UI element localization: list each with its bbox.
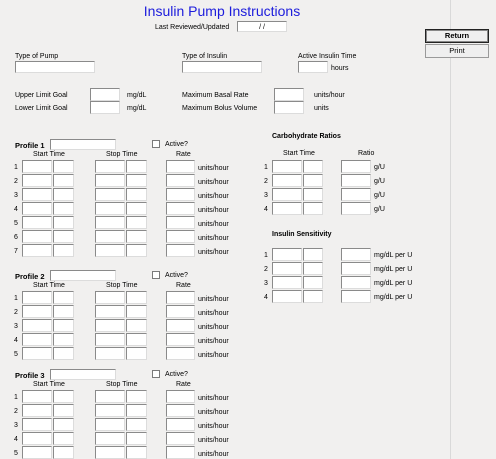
carb-ratios-title: Carbohydrate Ratios (272, 133, 341, 140)
start-time-header: Start Time (33, 151, 65, 158)
stop-minute-field[interactable] (126, 244, 147, 257)
start-time-header: Start Time (33, 282, 65, 289)
carb-ratio-header: Ratio (358, 150, 375, 157)
start-hour-field[interactable] (22, 216, 52, 229)
lower-limit-goal-unit: mg/dL (127, 105, 147, 112)
ratio-field[interactable] (341, 202, 371, 215)
rate-field[interactable] (166, 216, 195, 229)
row-number: 2 (14, 178, 18, 185)
rate-unit: units/hour (198, 423, 229, 430)
rate-field[interactable] (166, 291, 195, 304)
upper-limit-goal-label: Upper Limit Goal (15, 92, 68, 99)
row-number: 1 (14, 295, 18, 302)
row-number: 4 (14, 436, 18, 443)
max-bolus-volume-field[interactable] (274, 101, 304, 114)
stop-hour-field[interactable] (95, 291, 125, 304)
rate-unit: units/hour (198, 207, 229, 214)
stop-minute-field[interactable] (126, 432, 147, 445)
start-minute-field[interactable] (303, 276, 323, 289)
start-minute-field[interactable] (53, 347, 74, 360)
profile-active-label: Active? (165, 141, 188, 148)
start-hour-field[interactable] (22, 347, 52, 360)
start-hour-field[interactable] (22, 446, 52, 459)
rate-field[interactable] (166, 404, 195, 417)
max-basal-rate-unit: units/hour (314, 92, 345, 99)
start-hour-field[interactable] (272, 188, 302, 201)
stop-minute-field[interactable] (126, 390, 147, 403)
stop-minute-field[interactable] (126, 291, 147, 304)
sensitivity-field[interactable] (341, 262, 371, 275)
stop-hour-field[interactable] (95, 202, 125, 215)
start-hour-field[interactable] (272, 202, 302, 215)
ratio-unit: g/U (374, 178, 385, 185)
row-number: 2 (264, 266, 268, 273)
row-number: 4 (264, 206, 268, 213)
last-reviewed-label: Last Reviewed/Updated (155, 24, 230, 31)
row-number: 4 (14, 337, 18, 344)
start-hour-field[interactable] (22, 291, 52, 304)
start-hour-field[interactable] (22, 432, 52, 445)
sensitivity-field[interactable] (341, 290, 371, 303)
stop-minute-field[interactable] (126, 404, 147, 417)
carb-start-time-header: Start Time (283, 150, 315, 157)
ratio-unit: g/U (374, 164, 385, 171)
lower-limit-goal-label: Lower Limit Goal (15, 105, 68, 112)
start-minute-field[interactable] (303, 248, 323, 261)
start-minute-field[interactable] (303, 290, 323, 303)
max-bolus-volume-unit: units (314, 105, 329, 112)
rate-unit: units/hour (198, 395, 229, 402)
start-minute-field[interactable] (53, 319, 74, 332)
start-minute-field[interactable] (303, 188, 323, 201)
row-number: 2 (14, 309, 18, 316)
window-divider (450, 0, 451, 459)
profile-name-field[interactable] (50, 369, 116, 380)
start-minute-field[interactable] (303, 160, 323, 173)
rate-unit: units/hour (198, 193, 229, 200)
profile-active-label: Active? (165, 371, 188, 378)
row-number: 4 (14, 206, 18, 213)
ratio-unit: g/U (374, 192, 385, 199)
start-minute-field[interactable] (303, 202, 323, 215)
active-insulin-time-label: Active Insulin Time (298, 53, 357, 60)
row-number: 3 (264, 280, 268, 287)
start-hour-field[interactable] (22, 319, 52, 332)
stop-hour-field[interactable] (95, 418, 125, 431)
ratio-field[interactable] (341, 160, 371, 173)
row-number: 5 (14, 351, 18, 358)
start-minute-field[interactable] (53, 432, 74, 445)
stop-hour-field[interactable] (95, 446, 125, 459)
row-number: 1 (14, 394, 18, 401)
stop-minute-field[interactable] (126, 174, 147, 187)
stop-minute-field[interactable] (126, 160, 147, 173)
rate-unit: units/hour (198, 324, 229, 331)
stop-hour-field[interactable] (95, 404, 125, 417)
stop-hour-field[interactable] (95, 230, 125, 243)
rate-field[interactable] (166, 202, 195, 215)
start-hour-field[interactable] (22, 188, 52, 201)
start-minute-field[interactable] (53, 244, 74, 257)
start-minute-field[interactable] (53, 418, 74, 431)
rate-field[interactable] (166, 305, 195, 318)
page-title: Insulin Pump Instructions (143, 3, 301, 19)
return-button[interactable]: Return (425, 29, 489, 43)
profile-active-checkbox[interactable] (152, 370, 160, 378)
row-number: 7 (14, 248, 18, 255)
row-number: 2 (264, 178, 268, 185)
profile-title: Profile 1 (15, 141, 45, 150)
stop-minute-field[interactable] (126, 216, 147, 229)
stop-hour-field[interactable] (95, 432, 125, 445)
stop-hour-field[interactable] (95, 347, 125, 360)
stop-hour-field[interactable] (95, 174, 125, 187)
sensitivity-field[interactable] (341, 276, 371, 289)
start-hour-field[interactable] (22, 333, 52, 346)
start-hour-field[interactable] (22, 230, 52, 243)
stop-hour-field[interactable] (95, 390, 125, 403)
stop-hour-field[interactable] (95, 333, 125, 346)
rate-field[interactable] (166, 418, 195, 431)
row-number: 6 (14, 234, 18, 241)
start-minute-field[interactable] (53, 446, 74, 459)
max-basal-rate-label: Maximum Basal Rate (182, 92, 249, 99)
start-hour-field[interactable] (22, 160, 52, 173)
rate-field[interactable] (166, 390, 195, 403)
stop-time-header: Stop Time (106, 381, 138, 388)
profile-active-label: Active? (165, 272, 188, 279)
rate-field[interactable] (166, 244, 195, 257)
start-hour-field[interactable] (272, 248, 302, 261)
rate-field[interactable] (166, 432, 195, 445)
start-minute-field[interactable] (53, 174, 74, 187)
stop-time-header: Stop Time (106, 282, 138, 289)
start-minute-field[interactable] (53, 230, 74, 243)
rate-header: Rate (176, 151, 191, 158)
rate-unit: units/hour (198, 249, 229, 256)
row-number: 3 (14, 323, 18, 330)
start-hour-field[interactable] (22, 390, 52, 403)
rate-header: Rate (176, 282, 191, 289)
stop-minute-field[interactable] (126, 319, 147, 332)
row-number: 5 (14, 450, 18, 457)
stop-hour-field[interactable] (95, 319, 125, 332)
start-minute-field[interactable] (53, 333, 74, 346)
stop-minute-field[interactable] (126, 230, 147, 243)
rate-unit: units/hour (198, 352, 229, 359)
rate-unit: units/hour (198, 338, 229, 345)
stop-hour-field[interactable] (95, 305, 125, 318)
start-minute-field[interactable] (53, 390, 74, 403)
stop-hour-field[interactable] (95, 160, 125, 173)
row-number: 3 (14, 422, 18, 429)
insulin-sensitivity-title: Insulin Sensitivity (272, 231, 332, 238)
stop-minute-field[interactable] (126, 418, 147, 431)
rate-unit: units/hour (198, 296, 229, 303)
profile-title: Profile 3 (15, 371, 45, 380)
sensitivity-unit: mg/dL per U (374, 252, 413, 259)
rate-unit: units/hour (198, 437, 229, 444)
profile-active-checkbox[interactable] (152, 140, 160, 148)
max-bolus-volume-label: Maximum Bolus Volume (182, 105, 258, 112)
row-number: 4 (264, 294, 268, 301)
stop-minute-field[interactable] (126, 188, 147, 201)
rate-field[interactable] (166, 347, 195, 360)
start-hour-field[interactable] (272, 262, 302, 275)
stop-hour-field[interactable] (95, 216, 125, 229)
start-hour-field[interactable] (22, 202, 52, 215)
stop-time-header: Stop Time (106, 151, 138, 158)
start-hour-field[interactable] (272, 160, 302, 173)
start-hour-field[interactable] (22, 418, 52, 431)
start-minute-field[interactable] (303, 174, 323, 187)
print-button[interactable]: Print (425, 44, 489, 58)
rate-unit: units/hour (198, 221, 229, 228)
start-time-header: Start Time (33, 381, 65, 388)
rate-unit: units/hour (198, 235, 229, 242)
rate-field[interactable] (166, 230, 195, 243)
stop-minute-field[interactable] (126, 333, 147, 346)
rate-field[interactable] (166, 333, 195, 346)
rate-field[interactable] (166, 160, 195, 173)
start-minute-field[interactable] (53, 216, 74, 229)
sensitivity-unit: mg/dL per U (374, 294, 413, 301)
rate-field[interactable] (166, 319, 195, 332)
max-basal-rate-field[interactable] (274, 88, 304, 101)
start-hour-field[interactable] (22, 244, 52, 257)
active-insulin-time-field[interactable] (298, 61, 328, 73)
last-reviewed-date-field[interactable]: / / (237, 21, 287, 32)
upper-limit-goal-unit: mg/dL (127, 92, 147, 99)
profile-active-checkbox[interactable] (152, 271, 160, 279)
ratio-field[interactable] (341, 174, 371, 187)
lower-limit-goal-field[interactable] (90, 101, 120, 114)
stop-hour-field[interactable] (95, 244, 125, 257)
sensitivity-field[interactable] (341, 248, 371, 261)
rate-unit: units/hour (198, 179, 229, 186)
start-hour-field[interactable] (272, 290, 302, 303)
active-insulin-time-unit: hours (331, 65, 349, 72)
profile-name-field[interactable] (50, 270, 116, 281)
start-minute-field[interactable] (53, 305, 74, 318)
stop-hour-field[interactable] (95, 188, 125, 201)
row-number: 1 (264, 252, 268, 259)
row-number: 1 (14, 164, 18, 171)
start-minute-field[interactable] (53, 404, 74, 417)
rate-unit: units/hour (198, 409, 229, 416)
start-minute-field[interactable] (53, 188, 74, 201)
rate-header: Rate (176, 381, 191, 388)
ratio-field[interactable] (341, 188, 371, 201)
upper-limit-goal-field[interactable] (90, 88, 120, 101)
start-hour-field[interactable] (22, 174, 52, 187)
start-minute-field[interactable] (53, 291, 74, 304)
stop-minute-field[interactable] (126, 305, 147, 318)
insulin-type-label: Type of Insulin (182, 53, 228, 60)
row-number: 2 (14, 408, 18, 415)
stop-minute-field[interactable] (126, 347, 147, 360)
start-minute-field[interactable] (53, 202, 74, 215)
rate-field[interactable] (166, 446, 195, 459)
rate-unit: units/hour (198, 165, 229, 172)
profile-title: Profile 2 (15, 272, 45, 281)
start-minute-field[interactable] (53, 160, 74, 173)
start-hour-field[interactable] (272, 174, 302, 187)
profile-name-field[interactable] (50, 139, 116, 150)
rate-field[interactable] (166, 174, 195, 187)
row-number: 3 (264, 192, 268, 199)
start-hour-field[interactable] (22, 404, 52, 417)
row-number: 3 (14, 192, 18, 199)
row-number: 1 (264, 164, 268, 171)
sensitivity-unit: mg/dL per U (374, 280, 413, 287)
row-number: 5 (14, 220, 18, 227)
pump-type-field[interactable] (15, 61, 95, 73)
stop-minute-field[interactable] (126, 202, 147, 215)
sensitivity-unit: mg/dL per U (374, 266, 413, 273)
rate-unit: units/hour (198, 310, 229, 317)
start-minute-field[interactable] (303, 262, 323, 275)
insulin-type-field[interactable] (182, 61, 262, 73)
rate-field[interactable] (166, 188, 195, 201)
start-hour-field[interactable] (272, 276, 302, 289)
rate-unit: units/hour (198, 451, 229, 458)
ratio-unit: g/U (374, 206, 385, 213)
stop-minute-field[interactable] (126, 446, 147, 459)
pump-type-label: Type of Pump (15, 53, 59, 60)
start-hour-field[interactable] (22, 305, 52, 318)
